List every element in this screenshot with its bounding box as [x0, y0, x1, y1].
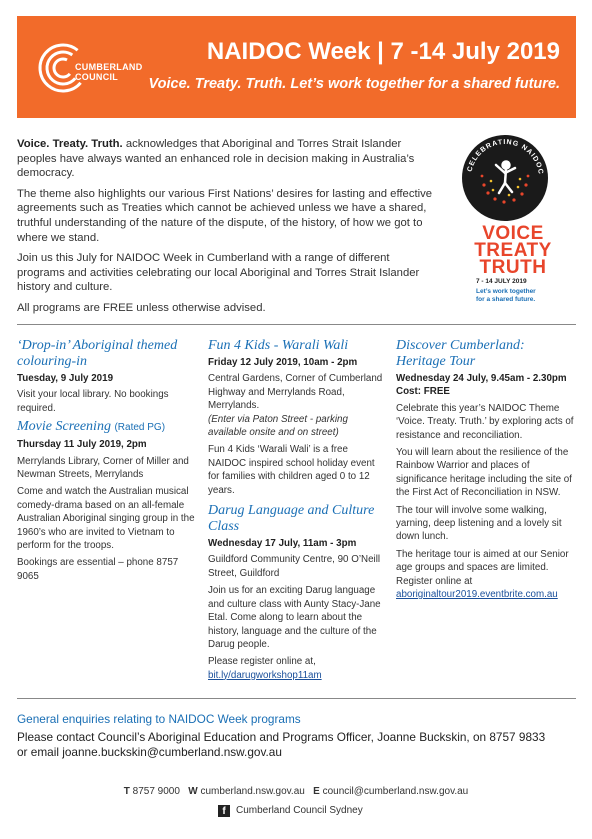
badge-theme-text: VOICE TREATY TRUTH	[474, 223, 552, 278]
footer-phone: 8757 9000	[132, 786, 180, 797]
events-column-3	[396, 338, 576, 602]
footer-email[interactable]: council@cumberland.nsw.gov.au	[322, 786, 469, 797]
events-column-2	[208, 338, 388, 682]
event-date: Wednesday 24 July, 9.45am - 2.30pm	[396, 373, 567, 384]
event-title: Movie Screening (Rated PG)	[17, 419, 166, 435]
event-description: Join us for an exciting Darug language and culture class with Aunty Stacy-Jane Etal. Come along to learn about the history, language and the culture of the Darug people.	[208, 585, 381, 650]
enquiries-section	[17, 712, 577, 760]
badge-ring-text: CELEBRATING NAIDOC	[466, 138, 544, 176]
event-title: Fun 4 Kids - Warali Wali	[208, 338, 349, 353]
event-cost: Cost: FREE	[396, 386, 450, 398]
enquiries-contact: Please contact Council’s Aboriginal Education and Programs Officer, Joanne Buckskin, on 8757 9833	[17, 730, 546, 744]
event-description: The tour will involve some walking, yarning, deep listening and a lovely sit down lunch.	[396, 504, 562, 543]
divider	[17, 324, 576, 325]
event-location: Central Gardens, Corner of Cumberland Highway and Merrylands Road, Merrylands.	[208, 373, 383, 412]
event-location: Guildford Community Centre, 90 O’Neill Street, Guildford	[208, 554, 381, 579]
intro-paragraph: Voice. Treaty. Truth. acknowledges that Aboriginal and Torres Strait Islander peoples have always wanted an enhanced role in decision making in Australia’s democracy.	[17, 138, 415, 180]
event-description: Visit your local library. No bookings required.	[17, 389, 169, 414]
naidoc-badge	[448, 133, 578, 313]
event-location: Merrylands Library, Corner of Miller and Newman Streets, Merrylands	[17, 455, 189, 481]
event-description: Celebrate this year’s NAIDOC Theme ‘Voice. Treaty. Truth.’ by exploring acts of resistance and reconciliation.	[396, 402, 574, 441]
facebook-page-name[interactable]: Cumberland Council Sydney	[236, 805, 363, 816]
page-subtitle: Voice. Treaty. Truth. Let’s work together for a shared future.	[148, 76, 560, 92]
intro-paragraph: All programs are FREE unless otherwise advised.	[17, 301, 266, 314]
event-register-text: The heritage tour is aimed at our Senior age groups and spaces are limited. Register online at	[396, 548, 569, 587]
enquiries-heading: General enquiries relating to NAIDOC Week programs	[17, 712, 301, 726]
event-register-text: Please register online at,	[208, 656, 316, 668]
council-wordmark: CUMBERLAND COUNCIL	[75, 62, 143, 82]
event-date: Tuesday, 9 July 2019	[17, 373, 114, 384]
intro-paragraph: Join us this July for NAIDOC Week in Cumberland with a range of different programs and activities celebrating our local Aboriginal and Torres Strait Islander history and culture.	[17, 252, 420, 294]
header-banner	[17, 16, 576, 118]
event-title: Discover Cumberland: Heritage Tour	[396, 338, 525, 369]
naidoc-emblem-icon	[462, 135, 548, 221]
events-column-1	[17, 338, 197, 587]
event-booking: Bookings are essential – phone 8757 9065	[17, 557, 179, 582]
event-date: Wednesday 17 July, 11am - 3pm	[208, 538, 357, 550]
event-date: Friday 12 July 2019, 10am - 2pm	[208, 357, 358, 368]
intro-text	[17, 137, 437, 322]
event-description: Come and watch the Australian musical comedy-drama based on an all-female Australian Aboriginal singing group in the 1960’s who are invited to Vietnam to perform for the troops.	[17, 486, 195, 552]
footer-website[interactable]: cumberland.nsw.gov.au	[200, 786, 305, 797]
event-date: Thursday 11 July 2019, 2pm	[17, 439, 147, 451]
divider	[17, 698, 576, 699]
page-title: NAIDOC Week | 7 -14 July 2019	[206, 38, 560, 65]
badge-dates: 7 - 14 JULY 2019	[476, 278, 527, 285]
event-description: Fun 4 Kids ‘Warali Wali’ is a free NAIDOC inspired school holiday event for families with children aged 0 to 12 years.	[208, 444, 375, 496]
enquiries-email: or email joanne.buckskin@cumberland.nsw.gov.au	[17, 745, 282, 759]
event-title: ‘Drop-in’ Aboriginal themed colouring-in	[17, 338, 178, 369]
event-title: Darug Language and Culture Class	[208, 503, 375, 535]
event-parking-note: (Enter via Paton Street - parking available onsite and on street)	[208, 413, 348, 439]
darug-workshop-link[interactable]: bit.ly/darugworkshop11am	[208, 669, 322, 681]
facebook-icon[interactable]: f	[218, 805, 230, 817]
event-description: You will learn about the resilience of the Rainbow Warrior and places of significance heritage including the site of the First Act of Reconciliation in NSW.	[396, 447, 572, 499]
heritage-tour-link[interactable]: aboriginaltour2019.eventbrite.com.au	[396, 589, 558, 601]
badge-tagline: Let’s work together for a shared future.	[476, 288, 536, 303]
footer-contacts: T 8757 9000 W cumberland.nsw.gov.au E council@cumberland.nsw.gov.au	[123, 786, 469, 797]
intro-paragraph: The theme also highlights our various First Nations’ desires for lasting and effective agreements such as Treaties which cannot be achieved unless we have a shared, truthful understanding of the nature of the dispute, of the history, of how we got to where we stand.	[17, 187, 433, 244]
